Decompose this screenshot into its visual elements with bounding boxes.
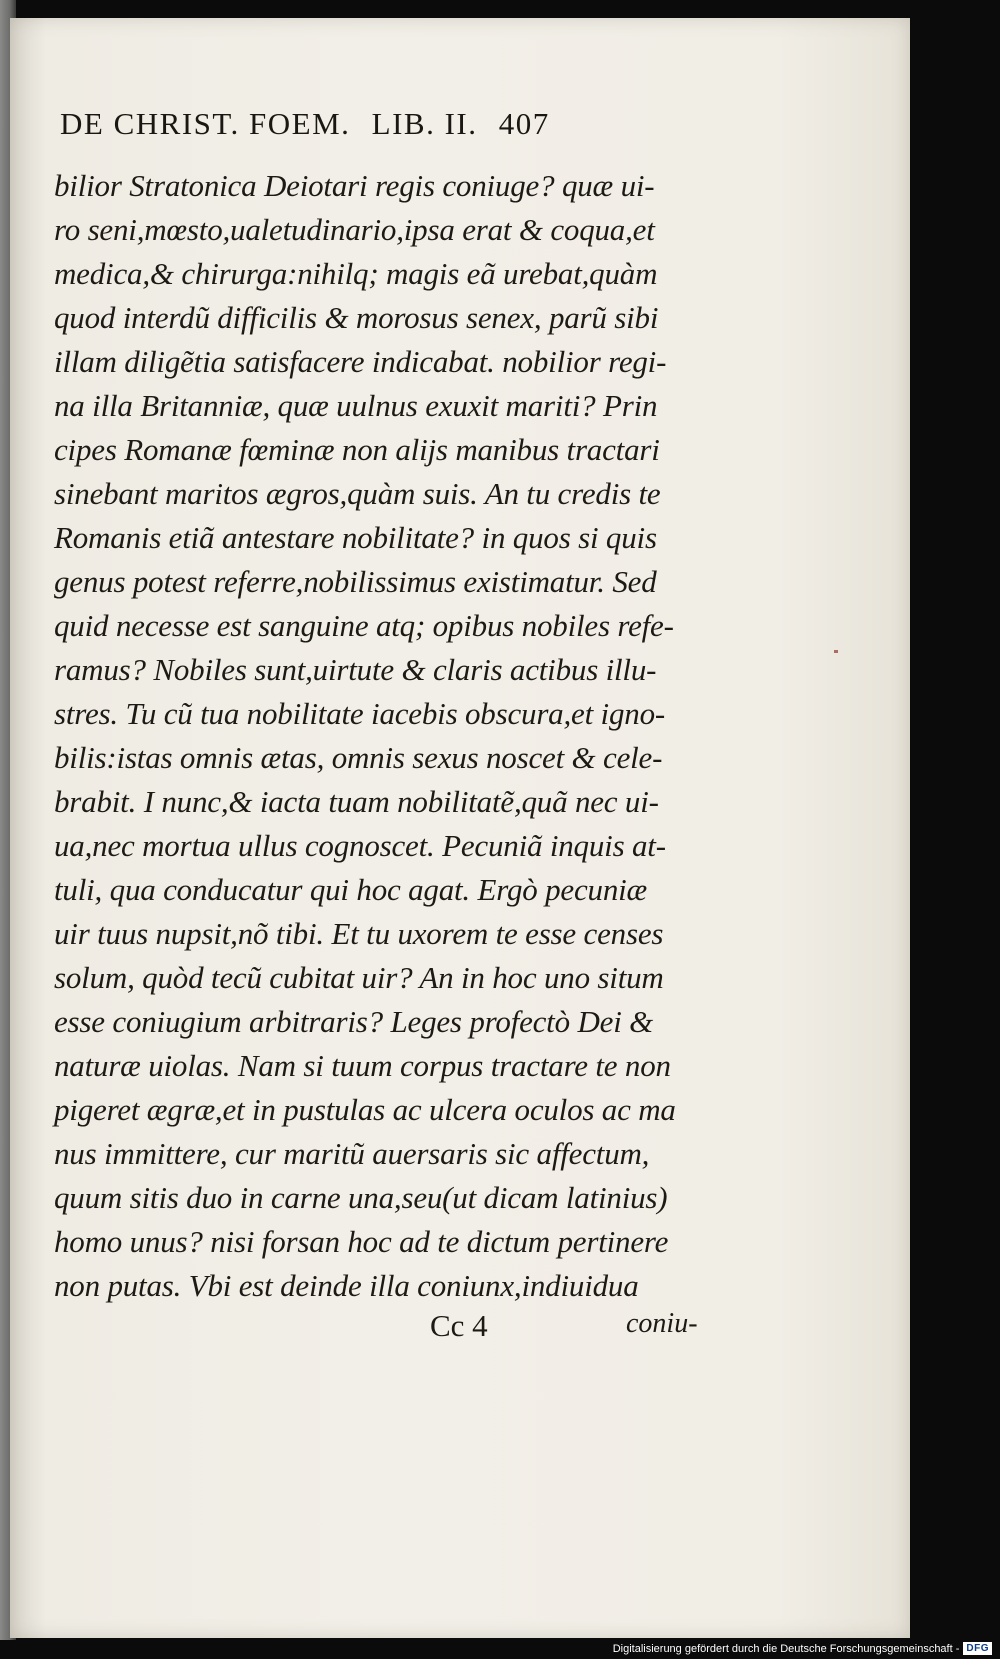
text-line: solum, quòd tecũ cubitat uir? An in hoc uno situm [54, 960, 664, 995]
text-line: tuli, qua conducatur qui hoc agat. Ergò pecuniæ [54, 872, 648, 907]
text-line: brabit. I nunc,& iacta tuam nobilitatẽ,quã nec ui- [54, 784, 659, 819]
text-line: naturæ uiolas. Nam si tuum corpus tractare te non [54, 1048, 671, 1083]
text-line: stres. Tu cũ tua nobilitate iacebis obscura,et igno- [54, 696, 665, 731]
text-line: medica,& chirurga:nihilq; magis eã urebat,quàm [54, 256, 658, 291]
running-head-book: LIB. II. [371, 106, 478, 141]
running-head-title: DE CHRIST. FOEM. [60, 106, 351, 141]
body-text [54, 164, 714, 1308]
text-line: quod interdũ difficilis & morosus senex, parũ sibi [54, 300, 659, 335]
text-line: illam diligẽtia satisfacere indicabat. nobilior regi- [54, 344, 667, 379]
text-line: non putas. Vbi est deinde illa coniunx,indiuidua [54, 1268, 639, 1303]
text-line: genus potest referre,nobilissimus existimatur. Sed [54, 564, 657, 599]
text-line: Romanis etiã antestare nobilitate? in quos si quis [54, 520, 657, 555]
text-line: quid necesse est sanguine atq; opibus nobiles refe- [54, 608, 674, 643]
text-line: cipes Romanæ fœminæ non alijs manibus tractari [54, 432, 660, 467]
credit-text: Digitalisierung gefördert durch die Deutsche Forschungsgemeinschaft - [612, 1642, 960, 1655]
text-line: nus immittere, cur maritũ auersaris sic affectum, [54, 1136, 650, 1171]
catchword: coniu- [626, 1308, 698, 1339]
text-line: homo unus? nisi forsan hoc ad te dictum pertinere [54, 1224, 669, 1259]
text-line: bilior Stratonica Deiotari regis coniuge? quæ ui- [54, 168, 655, 203]
text-line: pigeret ægræ,et in pustulas ac ulcera oculos ac ma [54, 1092, 676, 1127]
book-page [10, 18, 910, 1638]
text-line: ramus? Nobiles sunt,uirtute & claris actibus illu- [54, 652, 657, 687]
text-line: sinebant maritos ægros,quàm suis. An tu credis te [54, 476, 661, 511]
text-line: quum sitis duo in carne una,seu(ut dicam latinius) [54, 1180, 668, 1215]
signature-mark: Cc 4 [430, 1308, 488, 1343]
text-line: ua,nec mortua ullus cognoscet. Pecuniã inquis at- [54, 828, 666, 863]
digitization-credit [613, 1642, 992, 1655]
running-head [60, 106, 680, 142]
text-line: ro seni,mœsto,ualetudinario,ipsa erat & coqua,et [54, 212, 655, 247]
folio-number: 407 [498, 106, 550, 141]
text-line: esse coniugium arbitraris? Leges profectò Dei & [54, 1004, 654, 1039]
text-line: bilis:istas omnis ætas, omnis sexus noscet & cele- [54, 740, 663, 775]
dfg-logo: DFG [963, 1642, 992, 1655]
ink-speck [834, 650, 838, 653]
text-line: uir tuus nupsit,nõ tibi. Et tu uxorem te esse censes [54, 916, 664, 951]
text-line: na illa Britanniæ, quæ uulnus exuxit mariti? Prin [54, 388, 658, 423]
